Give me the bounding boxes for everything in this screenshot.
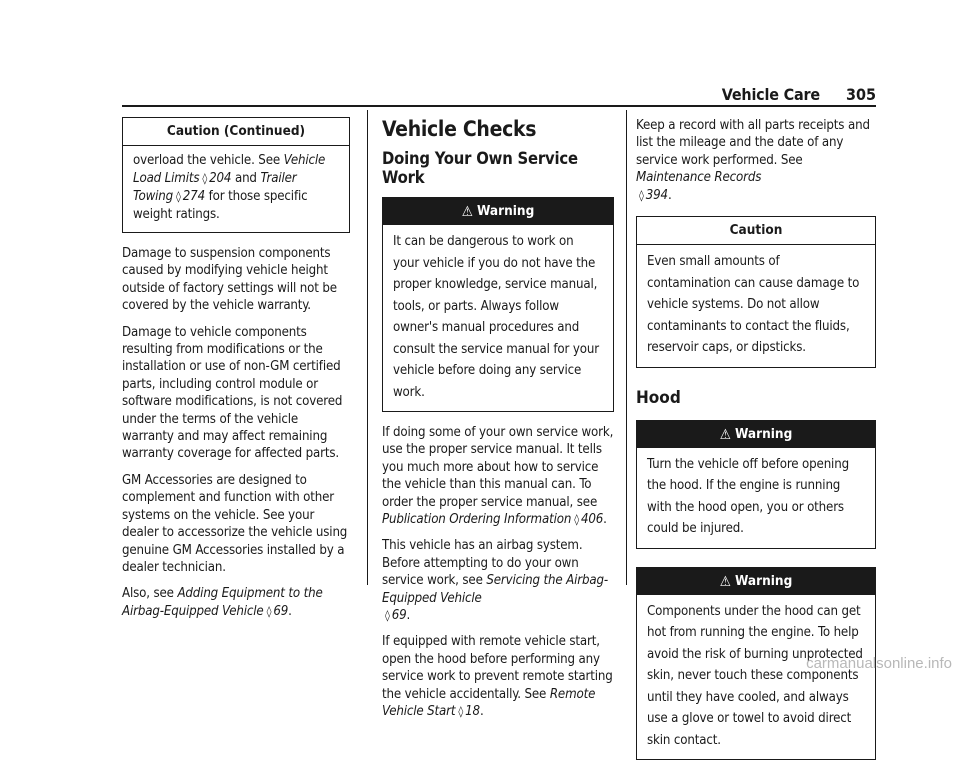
paragraph	[382, 633, 614, 720]
paragraph-text: Also, see	[122, 586, 178, 602]
paragraph-end: .	[406, 608, 411, 624]
paragraph-end: .	[479, 704, 484, 720]
caution-continued-body	[123, 146, 349, 232]
header-rule	[122, 105, 876, 107]
caution-continued-box	[122, 117, 350, 233]
hood-section-title: Hood	[636, 387, 681, 408]
column-divider-2	[626, 110, 627, 585]
warning-title-bar	[637, 568, 875, 595]
ref-adding-equipment[interactable]: Adding Equipment to the Airbag-Equipped Vehicle	[122, 586, 323, 619]
warning-title: Warning	[477, 203, 535, 219]
paragraph-end: .	[288, 603, 292, 619]
caution-box	[636, 216, 876, 368]
header-section-title: Vehicle Care	[721, 85, 820, 104]
paragraph-end: .	[667, 187, 672, 203]
paragraph-end: .	[603, 512, 607, 528]
warning-body: Components under the hood can get hot from running the engine. To help avoid the risk of burning unprotected skin, never touch these components until they have cooled, and always use a glove or towel to avoid direct skin contact.	[647, 603, 863, 748]
paragraph	[636, 117, 876, 204]
caution-continued-title: Caution (Continued)	[123, 118, 349, 146]
arrow-reference-icon: ◊	[458, 705, 464, 719]
warning-triangle-icon: ⚠	[719, 426, 732, 443]
paragraph	[382, 537, 614, 624]
page-header	[122, 82, 876, 104]
subsection-title: Doing Your Own Service Work	[382, 149, 578, 187]
warning-title-bar	[637, 421, 875, 448]
ref-page-274[interactable]: 274	[182, 189, 205, 204]
caution-body: Even small amounts of contamination can cause damage to vehicle systems. Do not allow contaminants to contact the fluids, reservoir caps, or dipsticks.	[647, 254, 860, 356]
warning-box-hood-1	[636, 420, 876, 549]
caution-text-c: for those specific weight ratings.	[133, 189, 308, 222]
paragraph-text: If doing some of your own service work, use the proper service manual. It tells you much more about how to service the vehicle than this manual can. To order the proper service manual, see	[382, 425, 614, 510]
paragraph: GM Accessories are designed to complement and function with other systems on the vehicle. See your dealer to accessorize the vehicle using genuine GM Accessories installed by a dealer technician.	[122, 472, 348, 575]
ref-page-69[interactable]: 69	[273, 603, 289, 619]
ref-page-204[interactable]: 204	[209, 171, 232, 186]
ref-trailer-towing[interactable]: Trailer Towing	[133, 171, 297, 204]
warning-title: Warning	[735, 425, 793, 442]
ref-vehicle-load-limits[interactable]: Vehicle Load Limits	[133, 153, 326, 186]
watermark: carmanualsonline.info	[806, 655, 952, 672]
caution-title: Caution	[637, 217, 875, 245]
ref-page-69[interactable]: 69	[391, 608, 407, 624]
arrow-reference-icon: ◊	[639, 188, 644, 202]
paragraph-text: Keep a record with all parts receipts and list the mileage and the date of any service work performed. See	[636, 118, 870, 168]
ref-page-406[interactable]: 406	[580, 512, 604, 528]
column-1	[122, 117, 350, 629]
paragraph	[122, 585, 350, 620]
warning-title-bar	[383, 198, 613, 225]
warning-body: It can be dangerous to work on your vehicle if you do not have the proper knowledge, service manual, tools, or parts. Always follow owner's manual procedures and consult the service manual for your vehicle before doing any service work.	[393, 234, 599, 400]
ref-maintenance-records[interactable]: Maintenance Records	[636, 170, 762, 186]
ref-page-18[interactable]: 18	[465, 704, 480, 720]
paragraph	[382, 424, 614, 528]
ref-servicing-airbag[interactable]: Servicing the Airbag-Equipped Vehicle	[382, 573, 609, 606]
column-2	[382, 117, 614, 730]
section-title: Vehicle Checks	[382, 117, 537, 141]
warning-body: Turn the vehicle off before opening the hood. If the engine is running with the hood open, you or others could be injured.	[647, 456, 849, 537]
paragraph-text: This vehicle has an airbag system. Before attempting to do your own service work, see	[382, 538, 583, 589]
caution-text-b: and	[231, 171, 261, 186]
column-3	[636, 117, 876, 772]
header-page-number: 305	[845, 85, 876, 104]
warning-title: Warning	[735, 572, 793, 589]
paragraph: Damage to suspension components caused by modifying vehicle height outside of factory settings will not be covered by the vehicle warranty.	[122, 246, 337, 314]
warning-triangle-icon: ⚠	[461, 204, 474, 220]
paragraph: Damage to vehicle components resulting from modifications or the installation or use of non-GM certified parts, including control module or software modifications, is not covered under the terms of the vehicle warranty and may affect remaining warranty coverage for affected parts.	[122, 324, 343, 462]
ref-remote-vehicle-start[interactable]: Remote Vehicle Start	[382, 686, 596, 720]
warning-box	[382, 197, 614, 412]
arrow-reference-icon: ◊	[385, 609, 390, 623]
column-divider-1	[367, 110, 368, 585]
arrow-reference-icon: ◊	[574, 513, 579, 527]
paragraph-text: If equipped with remote vehicle start, open the hood before performing any service work to prevent remote starting the vehicle accidentally. See	[382, 634, 613, 702]
ref-publication-ordering[interactable]: Publication Ordering Information	[382, 512, 572, 528]
arrow-reference-icon: ◊	[202, 172, 208, 185]
warning-triangle-icon: ⚠	[719, 573, 732, 590]
arrow-reference-icon: ◊	[266, 604, 272, 618]
arrow-reference-icon: ◊	[176, 190, 181, 203]
caution-text-a: overload the vehicle. See	[133, 153, 284, 168]
ref-page-394[interactable]: 394	[645, 187, 668, 203]
